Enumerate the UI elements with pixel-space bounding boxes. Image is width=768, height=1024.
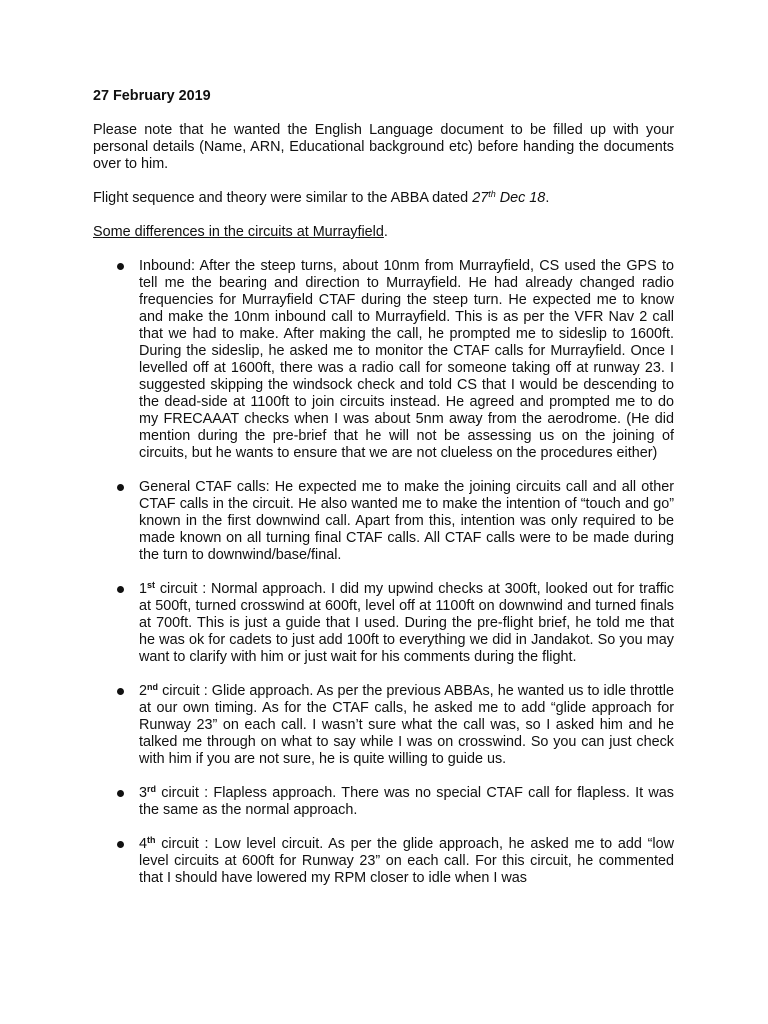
section-heading: Some differences in the circuits at Murrayfield. bbox=[93, 224, 388, 240]
section-heading-text: Some differences in the circuits at Murrayfield bbox=[93, 224, 384, 240]
bullet-icon bbox=[117, 790, 124, 797]
list-item-fourth-circuit: 4th circuit : Low level circuit. As per the glide approach, he asked me to add “low level circuits at 600ft for Runway 23” on each call. For this circuit, he commented that I should have lowered my RPM closer to idle when I was bbox=[93, 836, 674, 887]
document-date: 27 February 2019 bbox=[93, 88, 211, 104]
list-item-second-circuit: 2nd circuit : Glide approach. As per the previous ABBAs, he wanted us to idle throttle at our own timing. As for the CTAF calls, he asked me to add “glide approach for Runway 23” on each call. I wasn’t sure what the call was, so I asked him and he talked me through on what to say while I was on crosswind. So you can just check with him if you are not sure, he is quite willing to guide us. bbox=[93, 683, 674, 768]
flight-sequence-text: Flight sequence and theory were similar to the ABBA dated bbox=[93, 190, 473, 206]
list-item-first-circuit: 1st circuit : Normal approach. I did my upwind checks at 300ft, looked out for traffic at 500ft, turned crosswind at 600ft, level off at 1100ft on downwind and turned finals at 700ft. This is just a guide that I used. During the pre-flight brief, he told me that he was ok for cadets to just add 100ft to everything we did in Jandakot. So you may want to clarify with him or just wait for his comments during the flight. bbox=[93, 581, 674, 666]
list-item-third-circuit: 3rd circuit : Flapless approach. There was no special CTAF call for flapless. It was the same as the normal approach. bbox=[93, 785, 674, 819]
bullet-icon bbox=[117, 841, 124, 848]
document-body bbox=[93, 88, 674, 904]
bullet-icon bbox=[117, 586, 124, 593]
bullet-icon bbox=[117, 263, 124, 270]
bullet-icon bbox=[117, 484, 124, 491]
circuit-differences-list bbox=[93, 258, 674, 887]
abba-date: 27th Dec 18 bbox=[472, 189, 546, 206]
paragraph-english-document: Please note that he wanted the English Language document to be filled up with your personal details (Name, ARN, Educational background etc) before handing the documents over to him. bbox=[93, 122, 674, 172]
bullet-icon bbox=[117, 688, 124, 695]
paragraph-flight-sequence: Flight sequence and theory were similar to the ABBA dated 27th Dec 18. bbox=[93, 189, 550, 206]
list-item-general-ctaf-calls: General CTAF calls: He expected me to make the joining circuits call and all other CTAF calls in the circuit. He also wanted me to make the intention of “touch and go” known in the first downwind call. Apart from this, intention was only required to be made known on all turning final CTAF calls. All CTAF calls were to be made during the turn to downwind/base/final. bbox=[93, 479, 674, 564]
list-item-inbound: Inbound: After the steep turns, about 10nm from Murrayfield, CS used the GPS to tell me the bearing and direction to Murrayfield. He had already changed radio frequencies for Murrayfield CTAF during the steep turn. He expected me to know and make the 10nm inbound call to Murrayfield. This is as per the VFR Nav 2 call that we had to make. After making the call, he prompted me to sideslip to 1600ft. During the sideslip, he asked me to monitor the CTAF calls for Murrayfield. Once I levelled off at 1600ft, there was a radio call for someone taking off at runway 23. I suggested skipping the windsock check and told CS that I would be descending to the dead-side at 1100ft to join circuits instead. He agreed and prompted me to do my FRECAAAT checks when I was about 5nm away from the aerodrome. (He did mention during the pre-brief that he will not be assessing us on the joining of circuits, but he wants to ensure that we are not clueless on the procedures either) bbox=[93, 258, 674, 462]
